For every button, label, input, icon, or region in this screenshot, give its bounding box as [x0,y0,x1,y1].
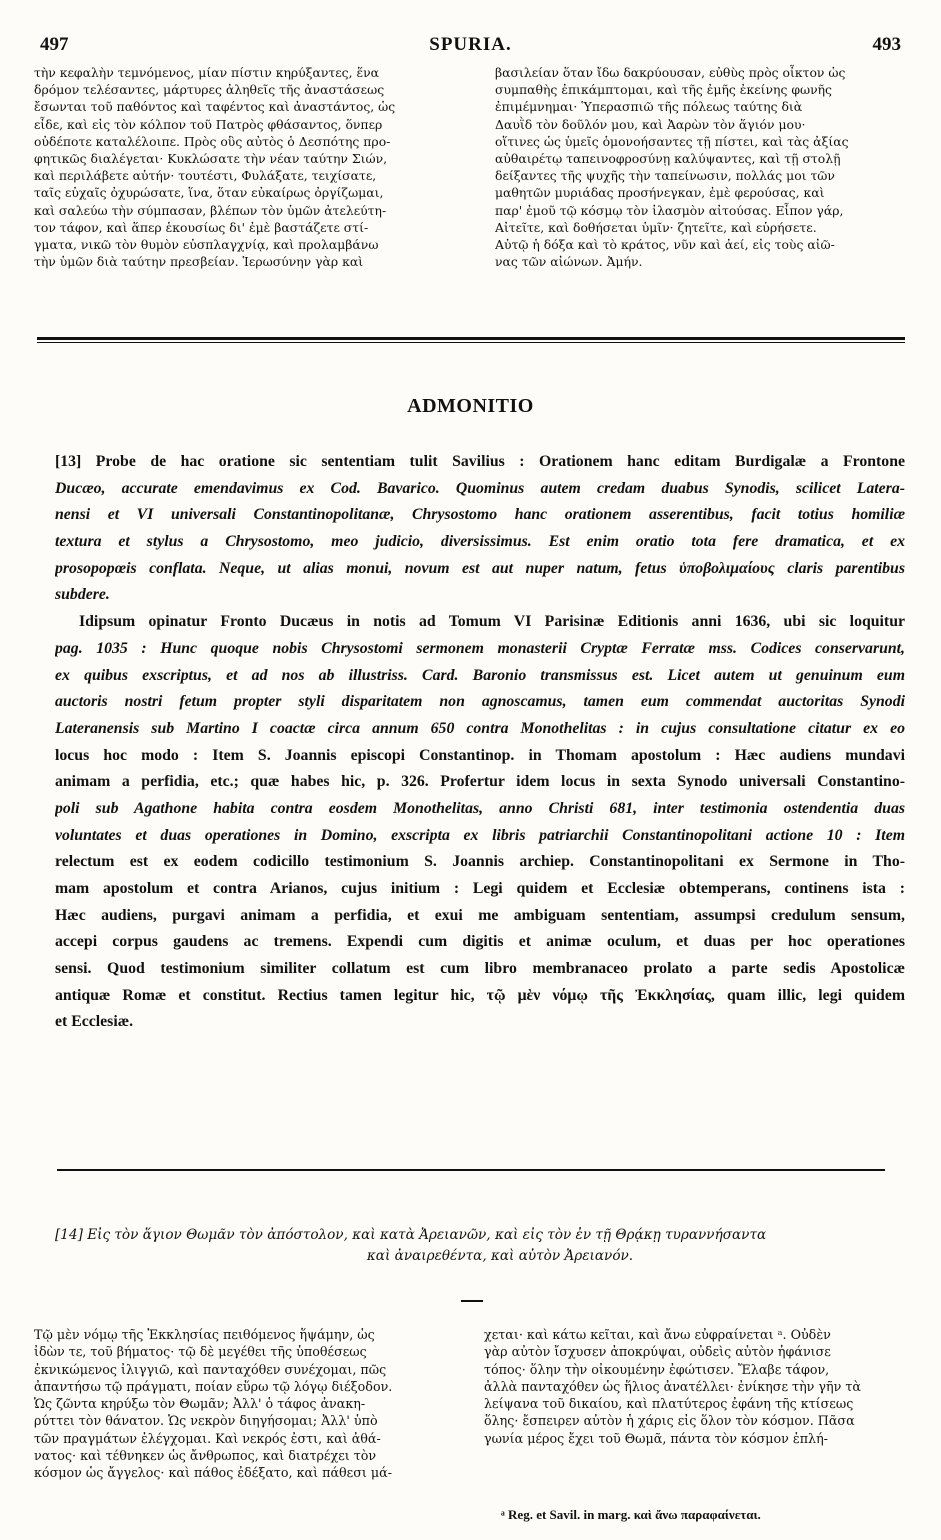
admonitio-line: [13] Probe de hac oratione sic sententiam tulit Savilius : Orationem hanc editam Burdigalæ a Frontone [55,453,905,470]
admonitio-line: textura et stylus a Chrysostomo, meo judicio, diversissimus. Est enim oratio tota fere dramatica, et ex [55,533,905,551]
text-line: δρόμον τελέσαντες, μάρτυρες ἀληθεῖς τῆς ἀναστάσεως [34,82,385,98]
text-line: ἀλλὰ πανταχόθεν ὡς ἥλιος ἀνατέλλει· ἐνίκησε τὴν γῆν τὰ [484,1378,861,1394]
text-line: τὴν κεφαλὴν τεμνόμενος, μίαν πίστιν κηρύξαντες, ἕνα [34,65,380,80]
text-line: Τῷ μὲν νόμῳ τῆς Ἐκκλησίας πειθόμενος ἥψάμην, ὡς [34,1327,375,1342]
text-line: παρ' ἐμοῦ τῷ κόσμῳ τὸν ἱλασμὸν αἰτούσας. Εἶπον γάρ, [495,202,844,218]
text-line: Αἰτεῖτε, καὶ δοθήσεται ὑμῖν· ζητεῖτε, καὶ εὑρήσετε. [495,219,817,235]
section-divider-double [37,337,905,343]
bottom-right-column [484,1326,907,1447]
text-line: ἐκνικώμενος ἰλιγγιῶ, καὶ πανταχόθεν συνέχομαι, πῶς [34,1361,387,1377]
text-line: τῶν πραγμάτων ἐλέγχομαι. Καὶ νεκρός ἐστι, καὶ ἀθά- [34,1430,381,1446]
text-line: γωνία μέρος ἔχει τοῦ Θωμᾶ, πάντα τὸν κόσμον ἐπλή- [484,1430,828,1446]
text-line: ρύττει τὸν θάνατον. Ὡς νεκρὸν διηγήσομαι; Ἀλλ' ὑπὸ [34,1413,378,1429]
text-line: γὰρ αὐτὸν ἴσχυσεν ἀποκρύψαι, οὐδεὶς αὐτὸν ἠφάνισε [484,1344,831,1360]
text-line: βασιλείαν ὅταν ἴδω δακρύουσαν, εὐθὺς πρὸς οἶκτον ὡς [495,65,846,80]
admonitio-title: ADMONITIO [407,395,534,417]
text-line: φητικῶς διαλέγεται· Κυκλώσατε τὴν νέαν ταύτην Σιών, [34,150,388,166]
text-line: δείξαντες τῆς ψυχῆς τὴν ταπείνωσιν, πολλάς μοι τῶν [495,168,835,184]
text-line: ταῖς εὐχαῖς ὀχυρώσατε, ἵνα, ὅταν εὐκαίρως ὀργίζωμαι, [34,185,384,201]
admonitio-line: ex quibus exscriptus, et ad nos ab illustriss. Card. Baronio transmissus est. Licet autem ut genuinum eum [55,666,905,684]
admonitio-line: sensi. Quod testimonium similiter collatum est cum libro membranaceo prolato a parte sedis Apostolicæ [55,960,905,978]
top-right-column [495,64,907,270]
text-line: ὅλης· ἔσπειρεν αὐτὸν ἡ χάρις εἰς ὅλον τὸν κόσμον. Πᾶσα [484,1413,855,1429]
page-number-left: 497 [40,34,69,55]
running-title: SPURIA. [429,34,512,55]
text-line: ἔσωνται τοῦ παθόντος καὶ ταφέντος καὶ ἀναστάντος, ὡς [34,99,396,115]
text-line: τόπος· ὅλην τὴν οἰκουμένην ἐφώτισεν. Ἔλαβε τάφον, [484,1361,830,1377]
admonitio-line: prosopopœis conflata. Neque, ut alias monui, novum est aut nuper natum, fetus ὑποβολιμαίους claris parentibus [55,559,905,577]
text-line: νας τῶν αἰώνων. Ἀμήν. [495,254,643,270]
text-line: ἀπαντήσω τῷ πράγματι, ποίαν εὕρω τῷ λόγῳ διέξοδον. [34,1378,393,1394]
text-line: ἰδὼν τε, τοῦ βήματος· τῷ δὲ μεγέθει τῆς ὑποθέσεως [34,1344,367,1360]
admonitio-line: Hæc audiens, purgavi animam a perfidia, et exui me ambiguam sententiam, assumpsi credulum sensum, [55,906,905,924]
section-divider [57,1169,885,1171]
homily-title-line: [14] Εἰς τὸν ἅγιον Θωμᾶν τὸν ἀπόστολον, καὶ κατὰ Ἀρειανῶν, καὶ εἰς τὸν ἐν τῇ Θρᾴκῃ τυραννήσαντα [55,1227,767,1243]
admonitio-line: relectum est ex eodem codicillo testimonium S. Joannis archiep. Constantinopolitani ex Sermone in Tho- [55,853,905,871]
page-number-right: 493 [872,34,901,55]
text-line: οὐδέποτε καταλέλοιπε. Πρὸς οὓς αὐτὸς ὁ Δεσπότης προ- [34,133,391,149]
admonitio-line: accepi corpus gaudens ac tremens. Expendi cum digitis et animæ oculum, et duas per hoc operationes [55,933,905,951]
text-line: Αὐτῷ ἡ δόξα καὶ τὸ κράτος, νῦν καὶ ἀεί, εἰς τοὺς αἰῶ- [495,236,835,252]
admonitio-line: subdere. [55,586,110,604]
text-line: αὐθαιρέτῳ ταπεινοφροσύνῃ καλύψαντες, καὶ τῇ στολῇ [495,150,841,166]
text-line: εἶδε, καὶ εἰς τὸν κόλπον τοῦ Πατρὸς φθάσαντος, ὅνπερ [34,116,383,132]
text-line: μαθητῶν μυριάδας προσήνεγκαν, ἐμὲ φερούσας, καὶ [495,185,825,201]
text-line: νατος· καὶ τέθνηκεν ὡς ἄνθρωπος, καὶ διατρέχει τὸν [34,1448,377,1464]
text-line: Δαυῒδ τὸν δοῦλόν μου, καὶ Ἀαρὼν τὸν ἅγιόν μου· [495,116,806,132]
homily-title-line: καὶ ἀναιρεθέντα, καὶ αὐτὸν Ἀρειανόν. [366,1248,634,1264]
text-line: τὴν ὑμῶν διὰ ταύτην πρεσβείαν. Ἱερωσύνην γὰρ καὶ [34,254,364,270]
admonitio-line: locus hoc modo : Item S. Joannis episcopi Constantinop. in Thomam apostolum : Hæc audiens mundavi [55,746,905,764]
bottom-left-column [34,1326,471,1482]
text-line: καὶ σαλεύω τὴν σύμπασαν, βλέπων τὸν ὑμῶν ἀτελεύτη- [34,202,387,218]
footnote: ᵃ Reg. et Savil. in marg. καὶ ἄνω παραφαίνεται. [501,1507,761,1522]
text-line: χεται· καὶ κάτω κεῖται, καὶ ἄνω εὐφραίνεται ᵃ. Οὐδὲν [484,1327,831,1342]
admonitio-body [55,449,905,1036]
text-line: συμπαθὴς ἐπικάμπτομαι, καὶ τῆς ἐμῆς ἐκείνης φωνῆς [495,82,832,98]
text-line: κόσμον ὡς ἄγγελος· καὶ πάθος ἐδέξατο, καὶ πάθεσι μά- [34,1465,393,1481]
text-line: Ὡς ζῶντα κηρύξω τὸν Θωμᾶν; Ἀλλ' ὁ τάφος ἀνακη- [34,1396,366,1412]
admonitio-line: pag. 1035 : Hunc quoque nobis Chrysostomi sermonem monasterii Cryptæ Ferratæ mss. Codices conservarunt, [55,639,905,657]
admonitio-line: Lateranensis sub Martino I coactæ circa annum 650 contra Monothelitas : in cujus consultatione citatur ex eo [55,719,905,737]
text-line: ἐπιμέμνημαι· Ὑπερασπιῶ τῆς πόλεως ταύτης διὰ [495,99,803,115]
text-line: λείψανα τοῦ δικαίου, καὶ πλατύτερος ἐφάνη τῆς κτίσεως [484,1396,854,1412]
short-dash-divider [461,1300,483,1302]
admonitio-line: poli sub Agathone habita contra eosdem Monothelitas, anno Christi 681, inter testimonia ostendentia duas [55,799,905,817]
admonitio-line: et Ecclesiæ. [55,1013,134,1031]
admonitio-line: animam a perfidia, etc.; quæ habes hic, p. 326. Profertur idem locus in sexta Synodo universali Constantino- [55,773,905,791]
text-line: γματα, νικῶ τὸν θυμὸν εὐσπλαγχνίᾳ, καὶ προλαμβάνω [34,236,379,252]
admonitio-line: Idipsum opinatur Fronto Ducæus in notis ad Tomum VI Parisinæ Editionis anni 1636, ubi sic loquitur [79,613,905,631]
homily-title [55,1225,905,1267]
admonitio-line: nensi et VI universali Constantinopolitanæ, Chrysostomo hanc orationem asserentibus, facit totius homiliæ [55,506,905,524]
admonitio-line: antiquæ Romæ et constitut. Rectius tamen legitur hic, τῷ μὲν νόμῳ τῆς Ἐκκλησίας, quam illic, legi quidem [55,986,905,1004]
admonitio-line: mam apostolum et contra Arianos, cujus initium : Legi quidem et Ecclesiæ obtemperans, continens ista : [55,880,905,897]
admonitio-line: voluntates et duas operationes in Domino, exscripta ex libris patriarchii Constantinopolitani actione 10 : Item [55,826,905,844]
admonitio-line: Ducæo, accurate emendavimus ex Cod. Bavarico. Quominus autem credam duabus Synodis, scilicet Latera- [55,479,905,497]
page-header [40,34,901,58]
text-line: οἵτινες ὡς ὑμεῖς ὁμονοήσαντες τῇ πίστει, καὶ τὰς ἀξίας [495,133,849,149]
top-left-column [34,64,466,270]
text-line: καὶ περιλάβετε αὐτήν· τουτέστι, Φυλάξατε, τειχίσατε, [34,168,377,184]
admonitio-line: auctoris nostri fetum propter styli disparitatem non agnoscamus, tamen eum commendat auctoritas Synodi [55,693,905,711]
text-line: τον τάφον, καὶ ἅπερ ἑκουσίως δι' ἐμὲ βαστάζετε στί- [34,219,369,235]
